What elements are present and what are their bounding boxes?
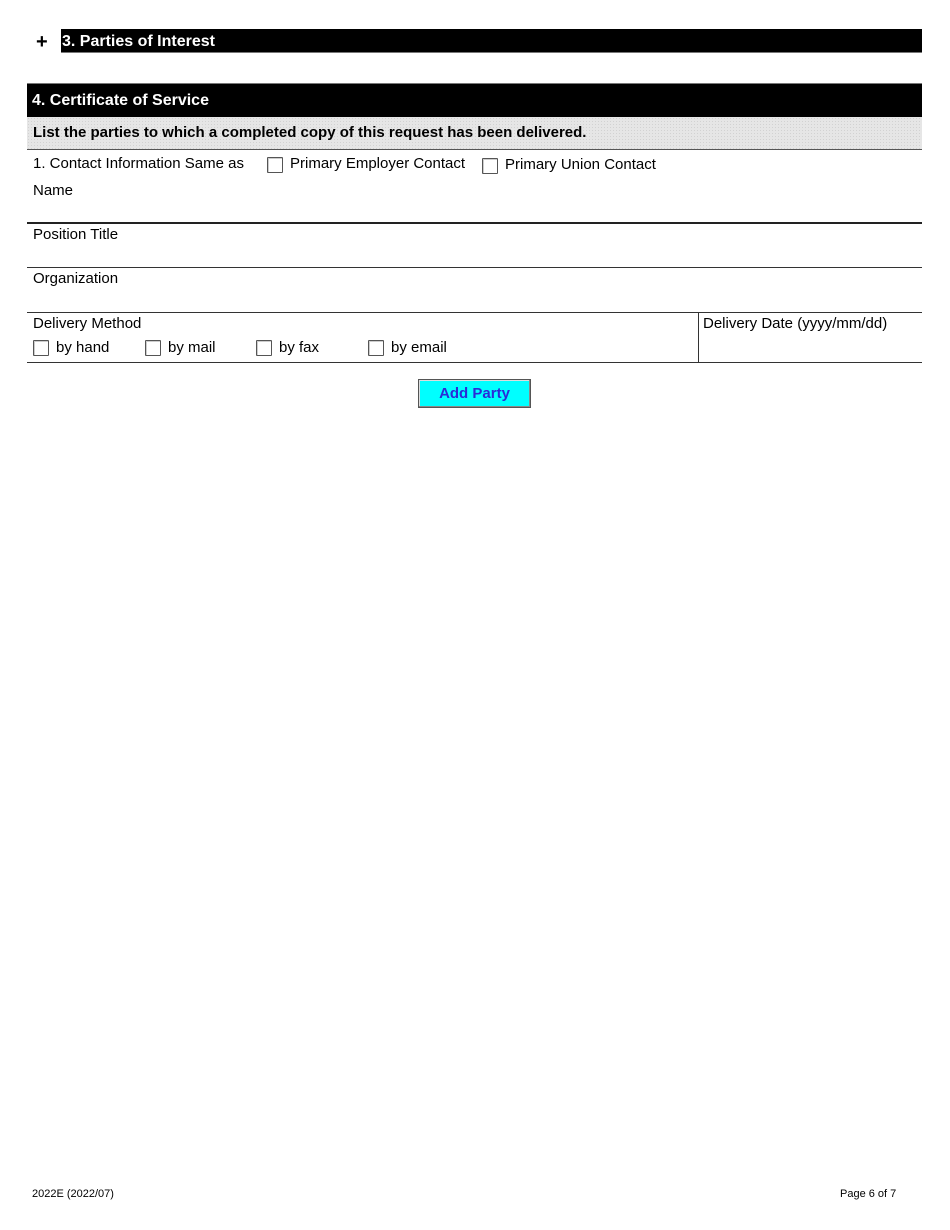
name-label: Name	[33, 182, 74, 199]
delivery-date-label: Delivery Date (yyyy/mm/dd)	[703, 315, 888, 332]
by-hand-label: by hand	[56, 339, 110, 356]
by-email-checkbox[interactable]	[368, 340, 384, 356]
section-4-instruction: List the parties to which a completed copy of this request has been delivered.	[27, 117, 922, 150]
by-email-label: by email	[391, 339, 447, 356]
divider	[27, 362, 922, 363]
position-title-field[interactable]	[27, 224, 922, 267]
section-4-header: 4. Certificate of Service	[27, 83, 922, 117]
primary-employer-contact-label: Primary Employer Contact	[290, 155, 466, 172]
primary-union-contact-label: Primary Union Contact	[505, 156, 656, 173]
contact-same-as-label: 1. Contact Information Same as	[33, 155, 244, 172]
page-number: Page 6 of 7	[840, 1188, 897, 1200]
delivery-date-field[interactable]	[699, 313, 922, 361]
by-fax-checkbox[interactable]	[256, 340, 272, 356]
by-hand-checkbox[interactable]	[33, 340, 49, 356]
delivery-method-label: Delivery Method	[33, 315, 142, 332]
position-title-label: Position Title	[33, 226, 119, 243]
by-mail-checkbox[interactable]	[145, 340, 161, 356]
expand-section-icon[interactable]: +	[36, 31, 48, 53]
by-fax-label: by fax	[279, 339, 320, 356]
form-code: 2022E (2022/07)	[32, 1188, 114, 1200]
primary-union-contact-checkbox[interactable]	[482, 158, 498, 174]
name-field[interactable]	[27, 178, 922, 222]
section-3-header[interactable]: 3. Parties of Interest	[61, 29, 922, 53]
organization-field[interactable]	[27, 268, 922, 312]
add-party-button[interactable]: Add Party	[418, 379, 531, 408]
by-mail-label: by mail	[168, 339, 216, 356]
primary-employer-contact-checkbox[interactable]	[267, 157, 283, 173]
organization-label: Organization	[33, 270, 119, 287]
